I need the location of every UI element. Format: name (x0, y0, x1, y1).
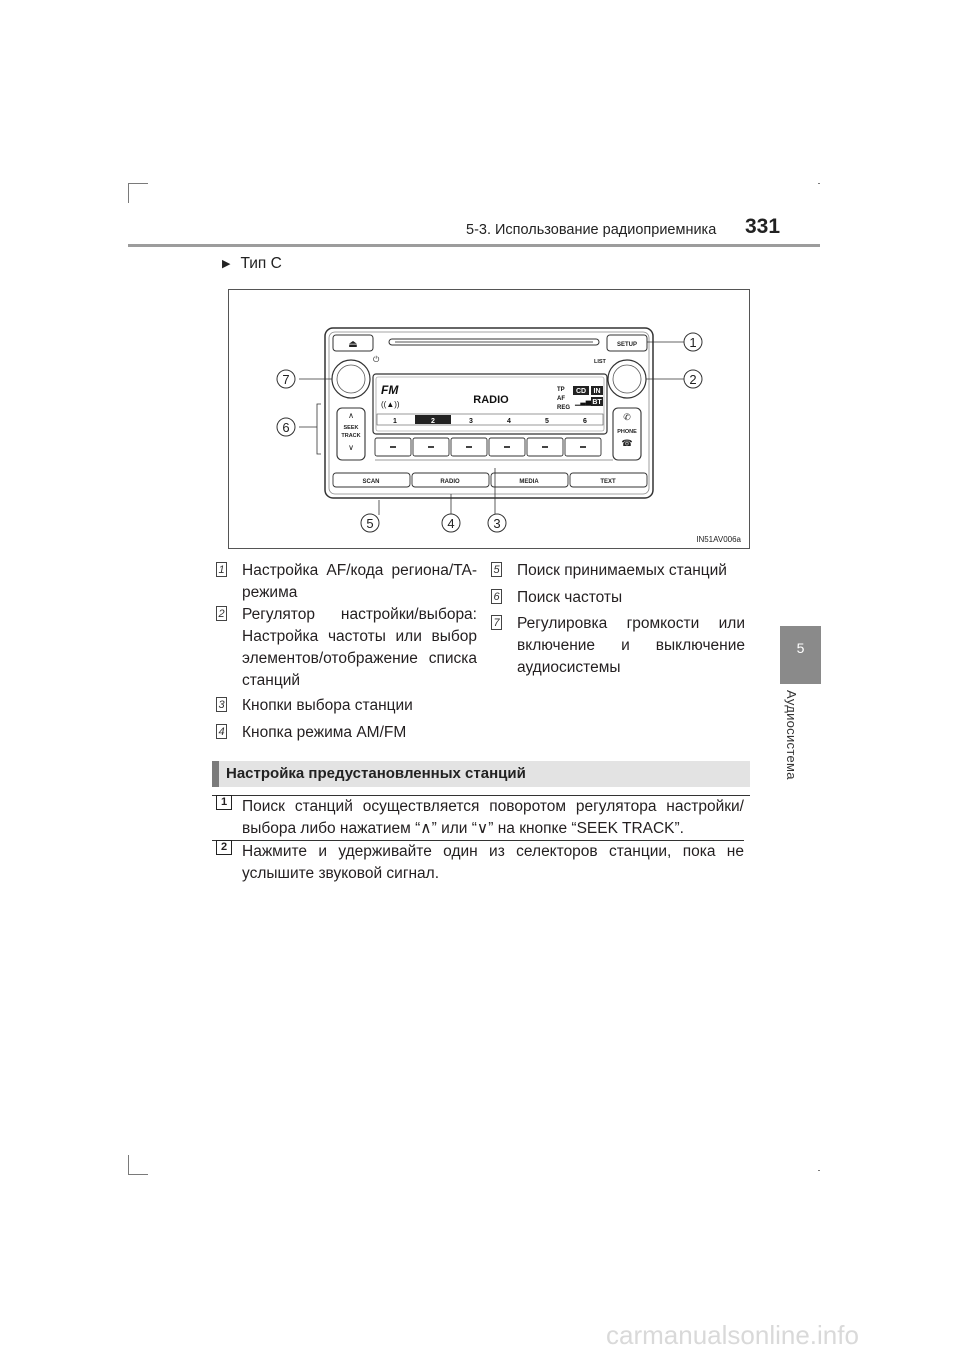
in-indicator: IN (593, 388, 601, 395)
chapter-label: Аудиосистема (784, 690, 799, 780)
svg-text:1: 1 (689, 335, 697, 350)
eject-icon: ⏏ (348, 339, 358, 350)
watermark: carmanualsonline.info (606, 1320, 859, 1350)
radio-button-label: RADIO (440, 479, 460, 485)
callout-4 (442, 514, 460, 532)
legend-num-2: 2 (216, 606, 227, 621)
media-button-label: MEDIA (519, 479, 539, 485)
legend-num-4: 4 (216, 724, 227, 739)
seek-label: SEEK (343, 425, 359, 431)
legend-item-7: Регулировка громкости или включение и выключение аудиосистемы (517, 615, 745, 676)
legend-num-5: 5 (491, 562, 502, 577)
legend-item-1: Настройка AF/кода региона/TA-режима (242, 562, 477, 601)
preset-number-3: 3 (469, 418, 473, 425)
step-1-text: Поиск станций осуществляется поворотом регулятора настройки/выбора либо нажатием “∧” или “∨” на кнопке “SEEK TRACK”. (242, 798, 744, 837)
preset-number-5: 5 (545, 418, 549, 425)
legend-item-4: Кнопка режима AM/FM (242, 724, 407, 741)
seek-down-icon: ∨ (348, 443, 354, 452)
cd-indicator: CD (575, 388, 587, 395)
crop-mark-bottom-left-v (128, 1155, 129, 1175)
type-heading (222, 255, 282, 273)
preset-button-mark (428, 446, 434, 448)
section-heading (212, 761, 750, 787)
preset-button-mark (466, 446, 472, 448)
section-heading-label: Настройка предустановленных станций (226, 765, 526, 782)
preset-number-6: 6 (583, 418, 587, 425)
phone-label: PHONE (617, 429, 637, 435)
legend-item-3: Кнопки выбора станции (242, 697, 413, 714)
setup-label: SETUP (616, 342, 638, 348)
crop-mark-bottom-right (818, 1170, 820, 1171)
crop-mark-top-right (818, 183, 820, 184)
power-icon: ⏻ (373, 355, 380, 364)
display-mode: RADIO (473, 394, 509, 406)
callout-5 (361, 514, 379, 532)
legend-num-7: 7 (491, 615, 502, 630)
crop-mark-top-left-v (128, 183, 129, 203)
crop-mark-bottom-left-h (128, 1174, 148, 1175)
fm-logo: FM (381, 383, 399, 397)
callout-1 (684, 333, 702, 351)
svg-text:2: 2 (689, 372, 697, 387)
type-label: Тип C (240, 255, 282, 272)
svg-text:3: 3 (493, 516, 501, 531)
preset-number-2: 2 (431, 418, 435, 425)
preset-button-mark (542, 446, 548, 448)
phone-hangup-icon: ☎ (621, 438, 633, 448)
signal-bars-icon: ▁▃▅ (575, 399, 592, 406)
track-label: TRACK (341, 433, 361, 439)
svg-text:5: 5 (366, 516, 374, 531)
step-1-number: 1 (216, 795, 232, 810)
section-heading-bar (212, 761, 219, 787)
chapter-number: 5 (796, 640, 805, 656)
svg-text:7: 7 (282, 372, 290, 387)
list-label: LIST (594, 359, 606, 365)
legend-item-2: Регулятор настройки/выбора: Настройка частоты или выбор элементов/отображение списка станций (242, 606, 477, 689)
legend-num-1: 1 (216, 562, 227, 577)
svg-text:4: 4 (447, 516, 455, 531)
step-2-text: Нажмите и удерживайте один из селекторов станции, пока не услышите звуковой сигнал. (242, 843, 744, 882)
preset-button-mark (504, 446, 510, 448)
step-2-number: 2 (216, 840, 232, 855)
callout-2 (684, 370, 702, 388)
seek-up-icon: ∧ (348, 411, 354, 420)
radio-figure (228, 289, 750, 549)
radio-panel-illustration (229, 290, 749, 548)
bt-indicator: BT (592, 399, 602, 406)
tp-indicator: TP (557, 387, 565, 393)
preset-button-mark (390, 446, 396, 448)
text-button-label: TEXT (600, 479, 616, 485)
figure-code: IN51AV006a (696, 535, 741, 544)
legend-item-6: Поиск частоты (517, 589, 623, 606)
preset-number-4: 4 (507, 418, 511, 425)
scan-button-label: SCAN (362, 479, 380, 485)
legend-num-3: 3 (216, 697, 227, 712)
legend-item-5: Поиск принимаемых станций (517, 562, 727, 579)
preset-number-1: 1 (393, 418, 397, 425)
legend-num-6: 6 (491, 589, 502, 604)
callout-3 (488, 514, 506, 532)
section-title: 5-3. Использование радиоприемника (466, 222, 717, 238)
svg-text:6: 6 (282, 420, 290, 435)
phone-pickup-icon: ✆ (623, 412, 631, 422)
header-rule (128, 244, 820, 247)
reg-indicator: REG (557, 405, 571, 411)
crop-mark-top-left-h (128, 183, 148, 184)
signal-icon: ((▲)) (381, 400, 400, 409)
callout-7 (277, 370, 295, 388)
af-indicator: AF (557, 396, 565, 402)
preset-button-mark (580, 446, 586, 448)
callout-6 (277, 418, 295, 436)
page-number: 331 (745, 215, 781, 238)
triangle-bullet-icon: ▶ (222, 258, 231, 270)
